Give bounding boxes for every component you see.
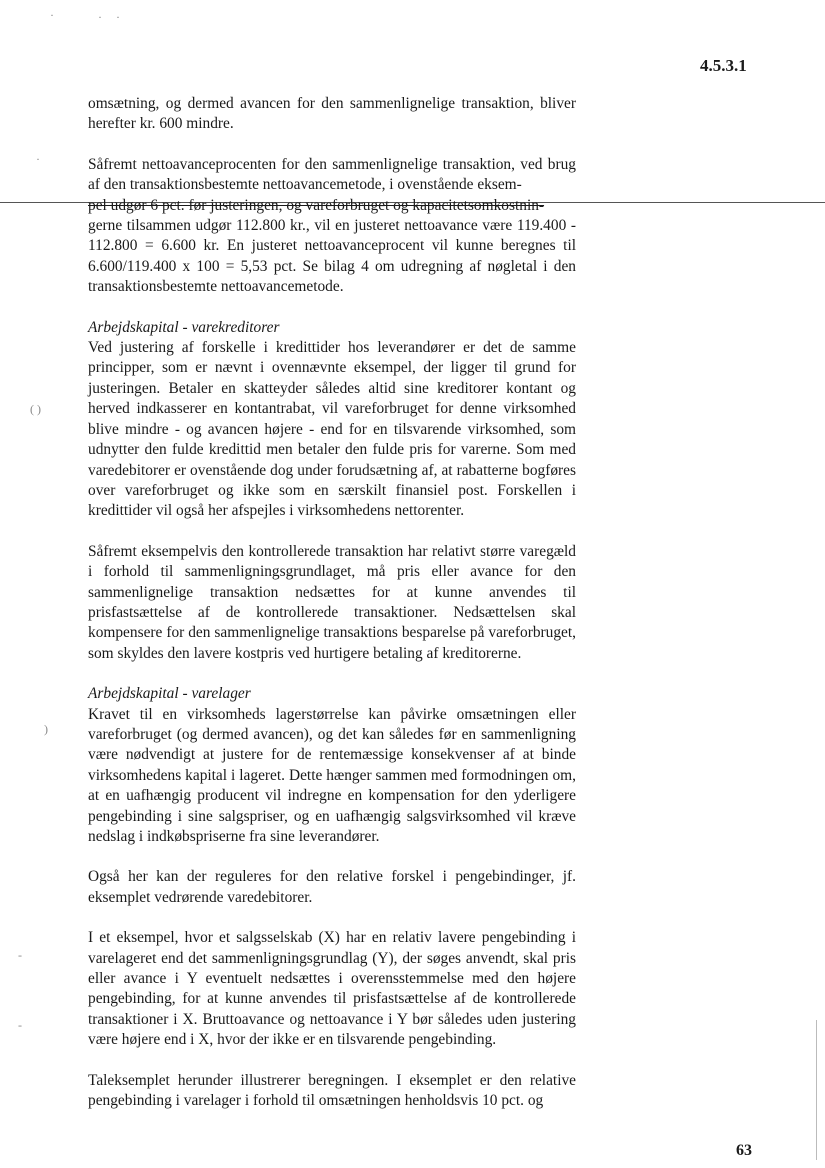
paragraph: Taleksemplet herunder illustrerer beregningen. I eksemplet er den relative pengebinding i varelager i forhold til omsætningen henholdsvis 10 pct. og [88, 1071, 576, 1110]
scan-speck: ( ) [30, 402, 41, 416]
paragraph: gerne tilsammen udgør 112.800 kr., vil en justeret nettoavance være 119.400 - 112.800 = 6.600 kr. En justeret nettoavanceprocent vil kunne beregnes til 6.600/119.400 x 100 = 5,53 pct. Se bilag 4 om udregning af nøgletal i den transaktionsbestemte nettoavancemetode. [88, 217, 576, 296]
scan-edge-line [816, 1020, 817, 1160]
scan-speck: · [98, 10, 102, 24]
scan-speck: · [116, 10, 120, 24]
section-number: 4.5.3.1 [700, 56, 747, 75]
document-body [88, 94, 576, 1131]
scan-speck: ) [44, 722, 48, 736]
paragraph: Også her kan der reguleres for den relative forskel i pengebindinger, jf. eksemplet vedrørende varedebitorer. [88, 868, 576, 906]
scan-speck: - [18, 948, 22, 962]
section-heading: Arbejdskapital - varekreditorer [88, 318, 280, 336]
paragraph: omsætning, og dermed avancen for den sammenlignelige transaktion, bliver herefter kr. 600 mindre. [88, 95, 576, 133]
paragraph: I et eksempel, hvor et salgsselskab (X) har en relativ lavere pengebinding i varelageret end det sammenligningsgrundlag (Y), der søges anvendt, skal pris eller avance i Y eventuelt nedsættes i overensstemmelse med den højere pengebinding, for at kunne anvendes til prisfastsættelse af de kontrollerede transaktioner i X. Bruttoavance og nettoavance i Y bør således uden justering være højere end i X, hvor der ikke er en tilsvarende pengebinding. [88, 929, 576, 1049]
paragraph: Såfremt eksempelvis den kontrollerede transaktion har relativt større varegæld i forhold til sammenligningsgrundlaget, må pris eller avance for den sammenlignelige transaktion nedsættes for at kunne anvendes til prisfastsættelse af de kontrollerede transaktioner. Nedsættelsen skal kompensere for den sammenlignelige transaktions besparelse på vareforbruget, som skyldes den lavere kostpris ved hurtigere betaling af kreditorerne. [88, 542, 576, 662]
paragraph: Kravet til en virksomheds lagerstørrelse kan påvirke omsætningen eller vareforbruget (og dermed avancen), og det kan således før en sammenligning være nødvendigt at justere for de rentemæssige konsekvenser af at binde virksomhedens kapital i lageret. Dette hænger sammen med formodningen om, at en uafhængig producent vil indregne en kompensation for den yderligere pengebinding i sine salgspriser, og en uafhængig salgsvirksomhed vil kræve nedslag i indkøbspriserne fra sine leverandører. [88, 705, 576, 845]
paragraph: Såfremt nettoavanceprocenten for den sammenlignelige transaktion, ved brug af den transaktionsbestemte nettoavancemetode, i ovenstående eksem- [88, 155, 576, 194]
scan-speck: - [18, 1018, 22, 1032]
scan-speck: · [36, 152, 40, 166]
struck-line: pel udgør 6 pct. før justeringen, og vareforbruget og kapacitetsomkostnin- [88, 196, 545, 214]
page-number: 63 [736, 1142, 752, 1159]
section-heading: Arbejdskapital - varelager [88, 685, 251, 703]
paragraph: Ved justering af forskelle i kredittider hos leverandører er det de samme principper, som er nævnt i ovennævnte eksempel, der ligger til grund for justeringen. Betaler en skatteyder således altid sine kreditorer kontant og herved indkasserer en kontantrabat, vil vareforbruget for denne virksomhed blive mindre - og avancen højere - end for en tilsvarende virksomhed, som udnytter den fulde kredittid men betaler den fulde pris for varerne. Som med varedebitorer er ovenstående dog under forudsætning af, at rabatterne bogføres over vareforbruget og ikke som en særskilt finansiel post. Forskellen i kredittider vil også her afspejles i virksomhedens nettorenter. [88, 339, 576, 520]
scan-speck: · [50, 8, 54, 22]
